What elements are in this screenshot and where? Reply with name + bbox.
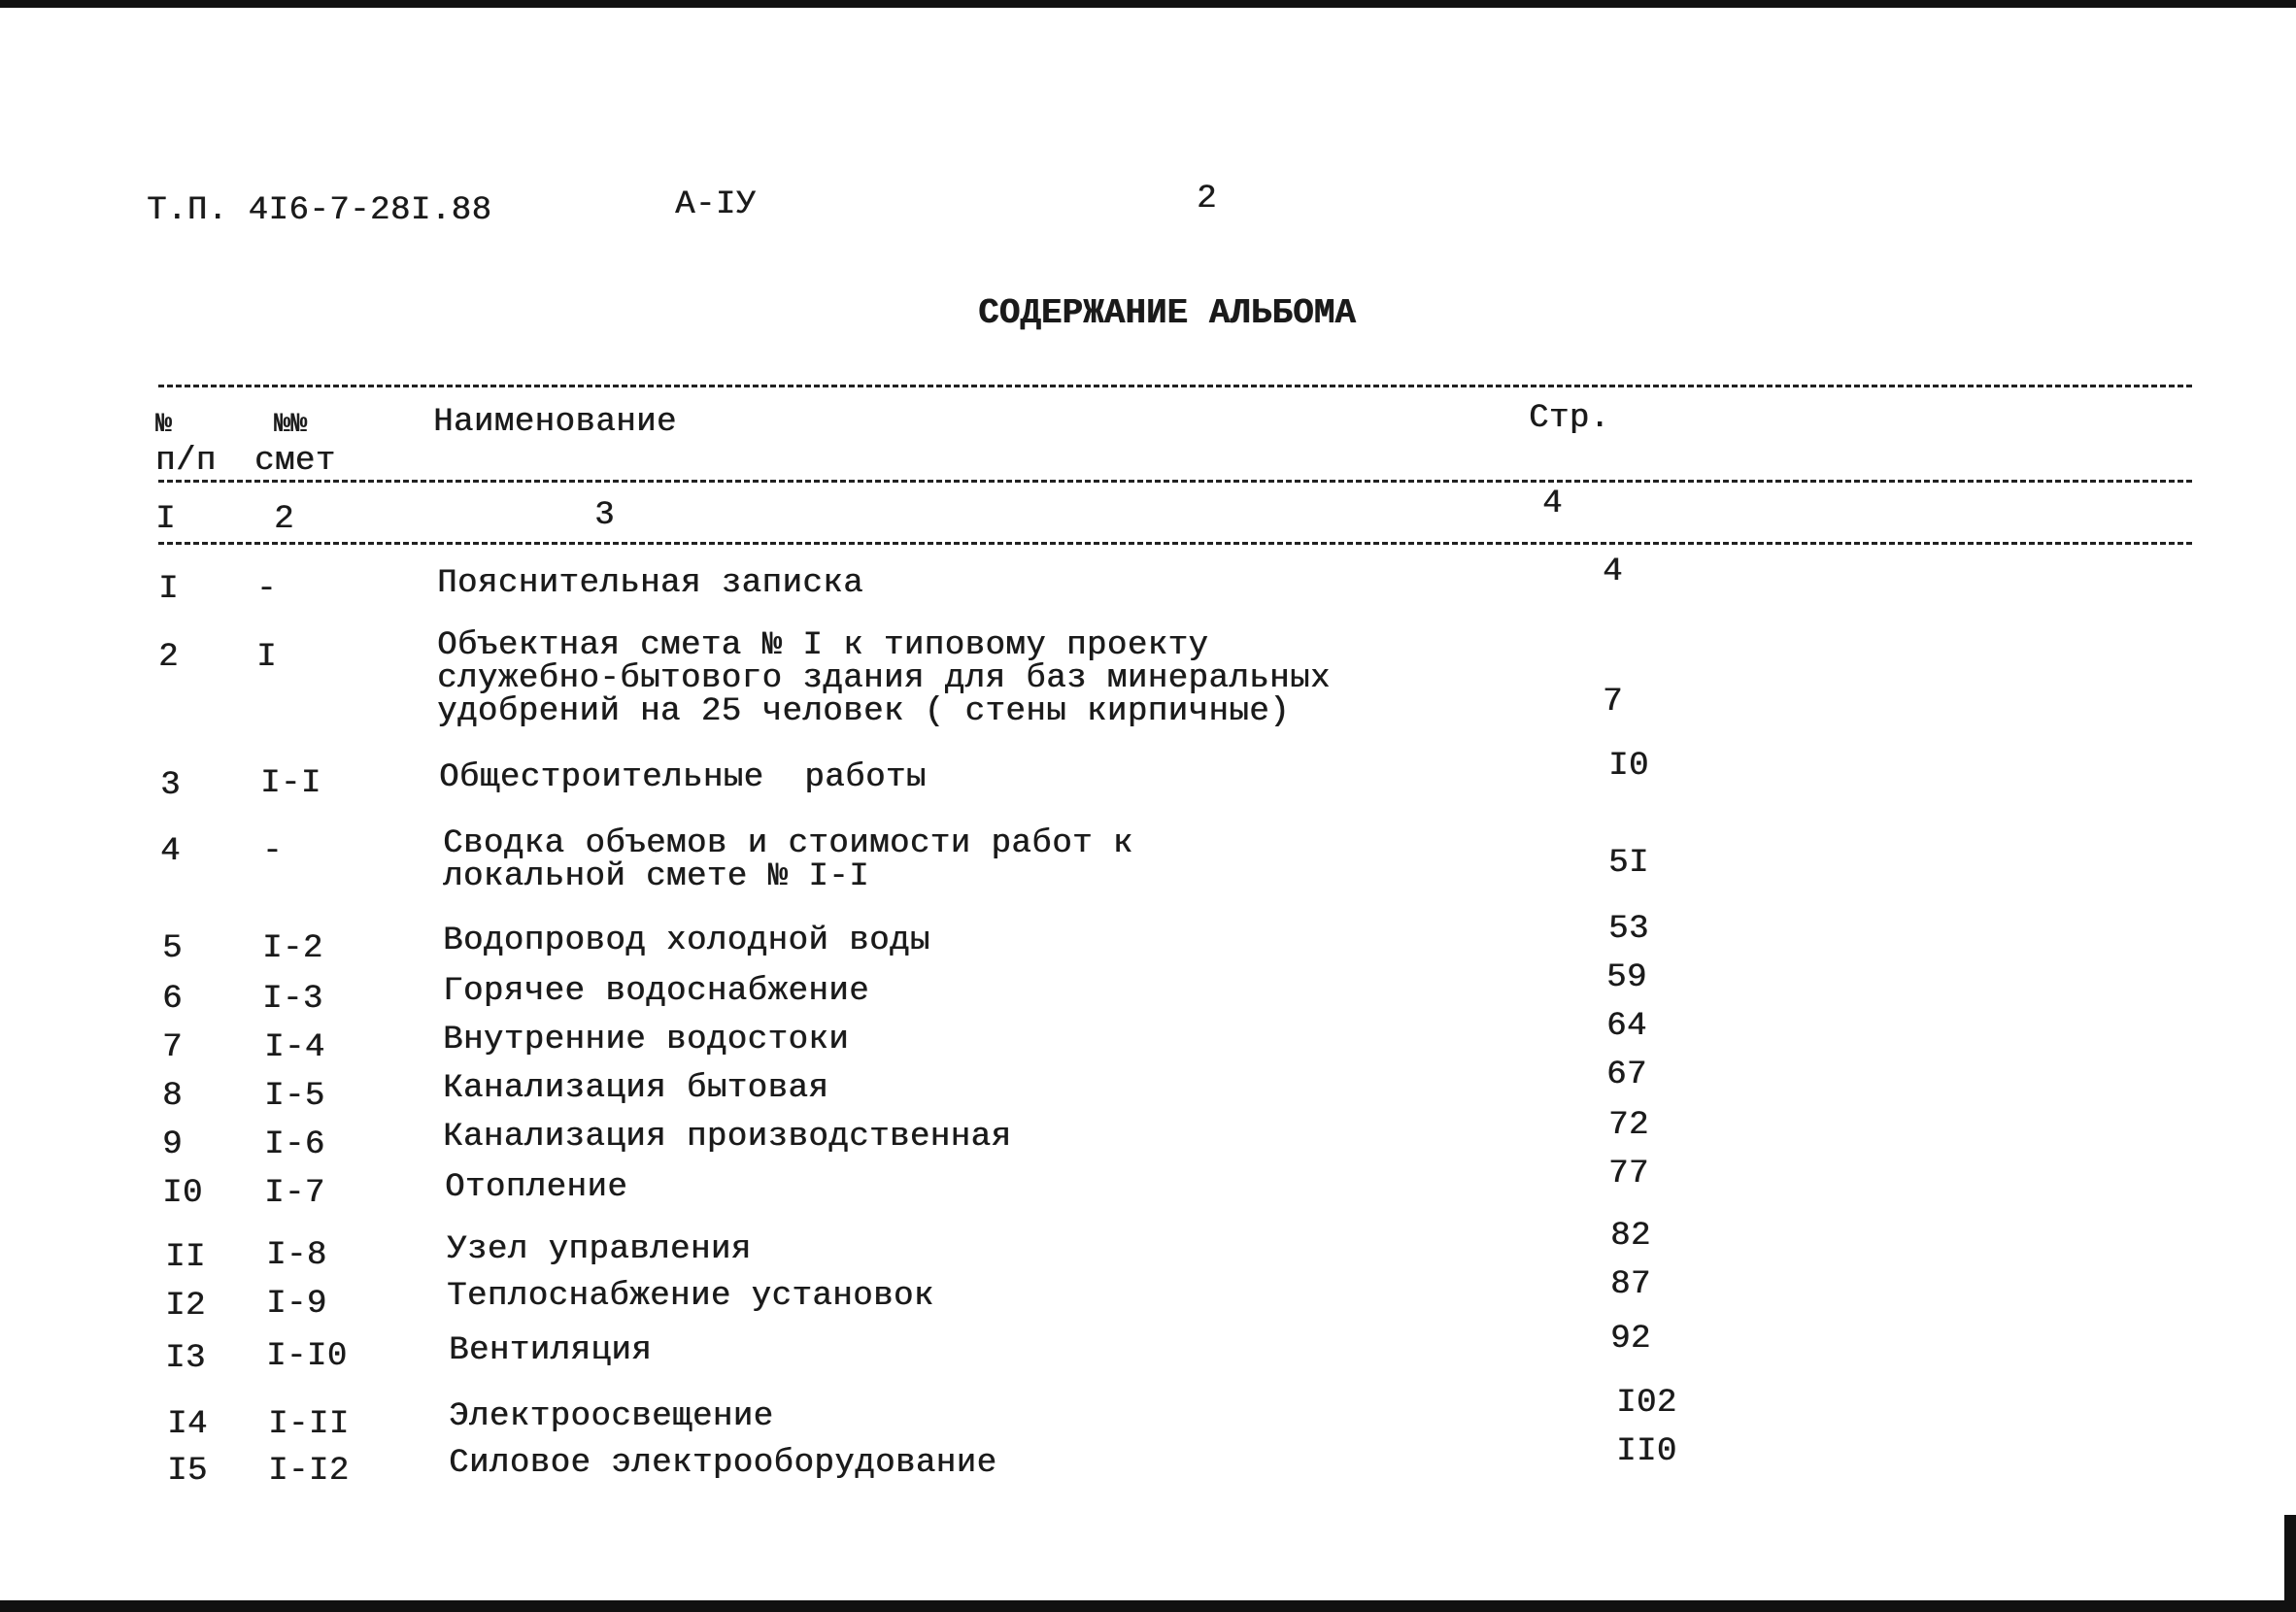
row-page: 87 [1610,1266,1651,1303]
row-num: I2 [165,1288,206,1325]
row-name: Общестроительные работы [439,759,927,796]
scan-edge-bottom [0,1600,2296,1612]
row-page: 4 [1603,554,1623,590]
col-header-est-1: №№ [274,410,308,440]
row-name: Внутренние водостоки [443,1022,850,1058]
row-name: Горячее водоснабжение [443,973,869,1010]
col-number-3: 3 [594,497,615,534]
row-estimate: I-9 [266,1286,327,1323]
col-header-name: Наименование [433,404,677,441]
row-page: I02 [1616,1385,1677,1422]
divider [158,542,2192,545]
row-num: 9 [162,1126,183,1163]
row-page: 67 [1606,1057,1647,1093]
row-num: I3 [165,1340,206,1377]
row-page: 64 [1606,1008,1647,1045]
row-estimate: I-4 [264,1029,325,1066]
col-number-2: 2 [274,501,294,538]
row-estimate: I-6 [264,1126,325,1163]
scan-edge-right [2284,1515,2296,1612]
row-name: Вентиляция [449,1332,653,1369]
scan-edge-top [0,0,2296,8]
row-page: I0 [1608,748,1649,785]
row-name-line: Сводка объемов и стоимости работ к [443,825,1133,862]
row-page: 53 [1608,911,1649,948]
row-page: 72 [1608,1107,1649,1144]
row-num: 3 [160,767,181,804]
row-name-line: локальной смете № I-I [443,858,869,895]
divider [158,385,2192,387]
row-name-line: удобрений на 25 человек ( стены кирпичные) [437,693,1290,730]
col-header-est-2: смет [254,443,336,480]
col-number-1: I [155,501,176,538]
row-estimate: I-II [268,1406,350,1443]
row-estimate: I-8 [266,1237,327,1274]
divider [158,480,2192,483]
row-estimate: I [256,639,277,676]
row-name: Канализация бытовая [443,1070,829,1107]
row-page: 77 [1608,1156,1649,1192]
row-estimate: I-7 [264,1175,325,1212]
row-num: 6 [162,981,183,1018]
row-name: Водопровод холодной воды [443,923,930,959]
row-estimate: I-2 [262,930,323,967]
col-header-num-1: № [155,410,173,440]
row-num: I [158,571,179,608]
row-num: 2 [158,639,179,676]
row-page: 92 [1610,1321,1651,1358]
album-code: А-IУ [675,186,757,223]
row-num: I0 [162,1175,203,1212]
row-num: 8 [162,1078,183,1115]
row-num: I5 [167,1453,208,1490]
row-estimate: I-I [260,765,321,802]
row-num: II [165,1239,206,1276]
row-estimate: I-I0 [266,1338,348,1375]
row-estimate: I-I2 [268,1453,350,1490]
page-number: 2 [1197,181,1217,218]
row-num: 4 [160,833,181,870]
row-estimate: - [256,571,277,608]
page-title: СОДЕРЖАНИЕ АЛЬБОМА [978,293,1356,333]
row-estimate: I-3 [262,981,323,1018]
row-name: Отопление [445,1169,628,1206]
row-page: 7 [1603,684,1623,721]
row-page: 82 [1610,1218,1651,1255]
row-page: 59 [1606,959,1647,996]
row-name: Силовое электрооборудование [449,1445,997,1482]
row-page: 5I [1608,845,1649,882]
row-name: Теплоснабжение установок [447,1278,934,1315]
row-estimate: I-5 [264,1078,325,1115]
row-estimate: - [262,833,283,870]
col-number-4: 4 [1542,486,1563,522]
col-header-page: Стр. [1529,400,1610,437]
row-num: I4 [167,1406,208,1443]
row-num: 5 [162,930,183,967]
row-name: Узел управления [447,1231,752,1268]
project-code: Т.П. 4I6-7-28I.88 [147,192,492,229]
row-name-line: Объектная смета № I к типовому проекту [437,627,1209,664]
row-num: 7 [162,1029,183,1066]
row-name: Канализация производственная [443,1119,1012,1156]
col-header-num-2: п/п [155,443,217,480]
row-name: Пояснительная записка [437,565,863,602]
row-name-line: служебно-бытового здания для баз минеральных [437,660,1331,697]
row-page: II0 [1616,1433,1677,1470]
row-name: Электроосвещение [449,1398,774,1435]
